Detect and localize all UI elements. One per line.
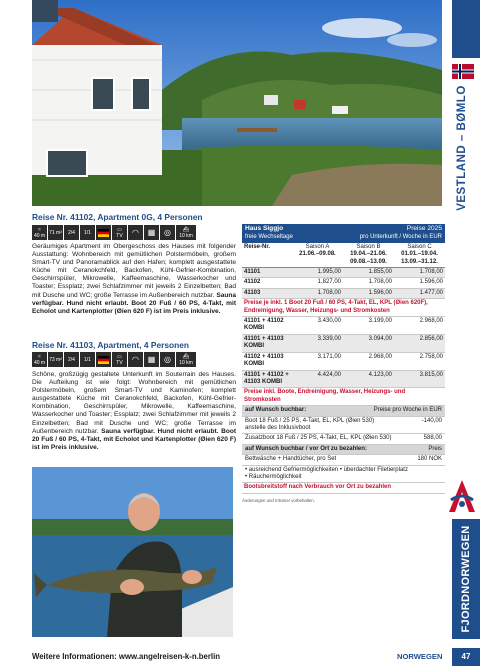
extra-row: Boot 18 Fuß / 25 PS, 4-Takt, EL, KPL (Øien 530) anstelle des Inklusivboot -140,00 bbox=[242, 417, 445, 435]
region-label: VESTLAND – BØMLO bbox=[456, 84, 468, 211]
apartment-title: Reise Nr. 41102, Apartment 0G, 4 Personen bbox=[32, 212, 203, 222]
section-tab: FJORDNORWEGEN bbox=[452, 519, 480, 639]
boat-icon: ⛴ 10 km bbox=[176, 225, 196, 240]
onsite-row: Bettwäsche + Handtücher, pro Set 180 NOK bbox=[242, 455, 445, 465]
extras-header: auf Wunsch buchbar: Preise pro Woche in EUR bbox=[242, 406, 445, 416]
rooms-icon: 2/4 bbox=[64, 225, 79, 240]
inclusive-note-kombi: Preise inkl. Boote, Endreinigung, Wasser, Heizungs- und Stromkosten bbox=[242, 388, 445, 406]
price-unit-label: pro Unterkunft / Woche in EUR bbox=[359, 234, 442, 241]
col-header-reise: Reise-Nr. bbox=[244, 243, 271, 250]
table-subheader bbox=[242, 233, 445, 242]
country-label: NORWEGEN bbox=[397, 652, 443, 661]
size-icon: 71 m² bbox=[48, 225, 63, 240]
washer-icon: ◎ bbox=[160, 225, 175, 240]
inclusive-note: Preise je inkl. 1 Boot 20 Fuß / 60 PS, 4-Takt, EL, KPL (Øien 620F), Endreinigung, Wasser, Heizungs- und Stromkosten bbox=[242, 299, 445, 317]
washer-icon: ◎ bbox=[160, 352, 175, 367]
table-row: 41101 + 41103 KOMBI 3.339,00 3.094,00 2.856,00 bbox=[242, 335, 445, 353]
feature-icons bbox=[32, 352, 196, 367]
table-row: 41102 + 41103 KOMBI 3.171,00 2.968,00 2.758,00 bbox=[242, 353, 445, 371]
flag-de-icon bbox=[96, 352, 111, 367]
table-row: 41101 + 41102 KOMBI 3.430,00 3.199,00 2.968,00 bbox=[242, 317, 445, 335]
col-header-saison-b: Saison B 19.04.–21.06. 09.08.–13.09. bbox=[350, 243, 387, 265]
tv-icon: ▭ TV bbox=[112, 352, 127, 367]
fuel-note: Bootsbreitstoff nach Verbrauch vor Ort zu bezahlen bbox=[242, 483, 445, 493]
season-header-row bbox=[242, 243, 445, 268]
disclaimer: Änderungen und Irrtümer vorbehalten. bbox=[242, 497, 315, 503]
onsite-header: auf Wunsch buchbar / vor Ort zu bezahlen: Preis bbox=[242, 445, 445, 455]
feature-icons bbox=[32, 225, 196, 240]
brand-logo bbox=[447, 478, 477, 514]
apartment-description: Schöne, großzügig gestaltete Unterkunft im Souterrain des Hauses. Die Aufteilung ist wie folgt: Wohnbereich mit gemütlichen Polstermöbeln, großem Smart-TV und Kaminofen; komplett ausgestattete Küche mit Ceranokchfeld, Backofen, Kühl-Gefrier-Kombination, Geschirrspüler, Mikrowelle, Kaffeemaschine, Wasserkocher und Toaster; Essplatz; zwei Schlafzimmer mit jeweils 2 Einzelbetten; Bad mit Dusche und WC; große Terrasse im Außenbereich nutzbar. Sauna verfügbar. Hund nicht erlaubt. Boot 20 Fuß / 60 PS, 4-Takt, mit Echolot und Kartenplotter (Øien 620 F) ist im Preis inklusive. bbox=[32, 371, 236, 451]
price-table bbox=[242, 224, 445, 504]
house-fjord-photo bbox=[32, 0, 442, 206]
flag-de-icon bbox=[96, 225, 111, 240]
extra-row: Zusatzboot 18 Fuß / 25 PS, 4-Takt, EL, KPL (Øien 530) 588,00 bbox=[242, 434, 445, 444]
distance-icon: ≈ 40 m bbox=[33, 353, 46, 366]
dishwasher-icon: ▦ bbox=[144, 225, 159, 240]
size-icon: 73 m² bbox=[48, 352, 63, 367]
rooms-icon: 2/4 bbox=[64, 352, 79, 367]
distance-icon: ≈ 40 m bbox=[33, 226, 46, 239]
house-name: Haus Siggjo bbox=[245, 225, 284, 232]
table-row: 41101 + 41102 + 41103 KOMBI 4.424,00 4.123,00 3.815,00 bbox=[242, 371, 445, 389]
more-info-link[interactable]: Weitere Informationen: www.angelreisen-k-n.berlin bbox=[32, 652, 221, 661]
table-row: 41101 1.995,00 1.855,00 1.708,00 bbox=[242, 268, 445, 278]
page-number: 47 bbox=[452, 648, 480, 666]
price-year: Preise 2025 bbox=[406, 225, 442, 232]
tv-icon: ▭ TV bbox=[112, 225, 127, 240]
side-tab-top bbox=[452, 0, 480, 58]
wifi-icon: ◠ bbox=[128, 352, 143, 367]
bath-icon: 1/1 bbox=[80, 225, 95, 240]
col-header-saison-c: Saison C 01.01.–19.04. 13.09.–31.12. bbox=[401, 243, 438, 265]
dishwasher-icon: ▦ bbox=[144, 352, 159, 367]
apartment-title: Reise Nr. 41103, Apartment, 4 Personen bbox=[32, 340, 190, 350]
apartment-description: Geräumiges Apartment im Obergeschoss des Hauses mit folgender Ausstattung: Wohnbereich mit gemütlichen Polstermöbeln, großem Smart-TV und Panoramablick auf den Hafen; komplett ausgestattete Küche mit Ceranokchfeld, Backofen, Kühl-Gefrier-Kombination, Geschirrspüler, Mikrowelle, Kaffeemaschine, Wasserkocher und Toaster; Essplatz; zwei Schlafzimmer mit jeweils 2 Einzelbetten; Bad mit Dusche und WC; große Terrasse im Außenbereich nutzbar. Sauna verfügbar. Hund nicht erlaubt. Boot 20 Fuß / 60 PS, 4-Takt, mit Echolot und Kartenplotter (Øien 620 F) ist im Preis inklusive. bbox=[32, 243, 236, 315]
change-day-label: freie Wechseltage bbox=[245, 234, 293, 241]
norway-flag-icon bbox=[452, 64, 474, 79]
angler-photo bbox=[32, 467, 233, 637]
bath-icon: 1/1 bbox=[80, 352, 95, 367]
amenities-list: • ausreichend Gefriermöglichkeiten • überdachter Filetierplatz • Räuchermöglichkeit bbox=[242, 466, 445, 484]
boat-icon: ⛴ 10 km bbox=[176, 352, 196, 367]
table-row: 41103 1.708,00 1.596,00 1.477,00 bbox=[242, 289, 445, 299]
col-header-saison-a: Saison A 21.06.–09.08. bbox=[299, 243, 336, 258]
table-row: 41102 1.827,00 1.708,00 1.596,00 bbox=[242, 278, 445, 288]
wifi-icon: ◠ bbox=[128, 225, 143, 240]
table-header bbox=[242, 224, 445, 233]
